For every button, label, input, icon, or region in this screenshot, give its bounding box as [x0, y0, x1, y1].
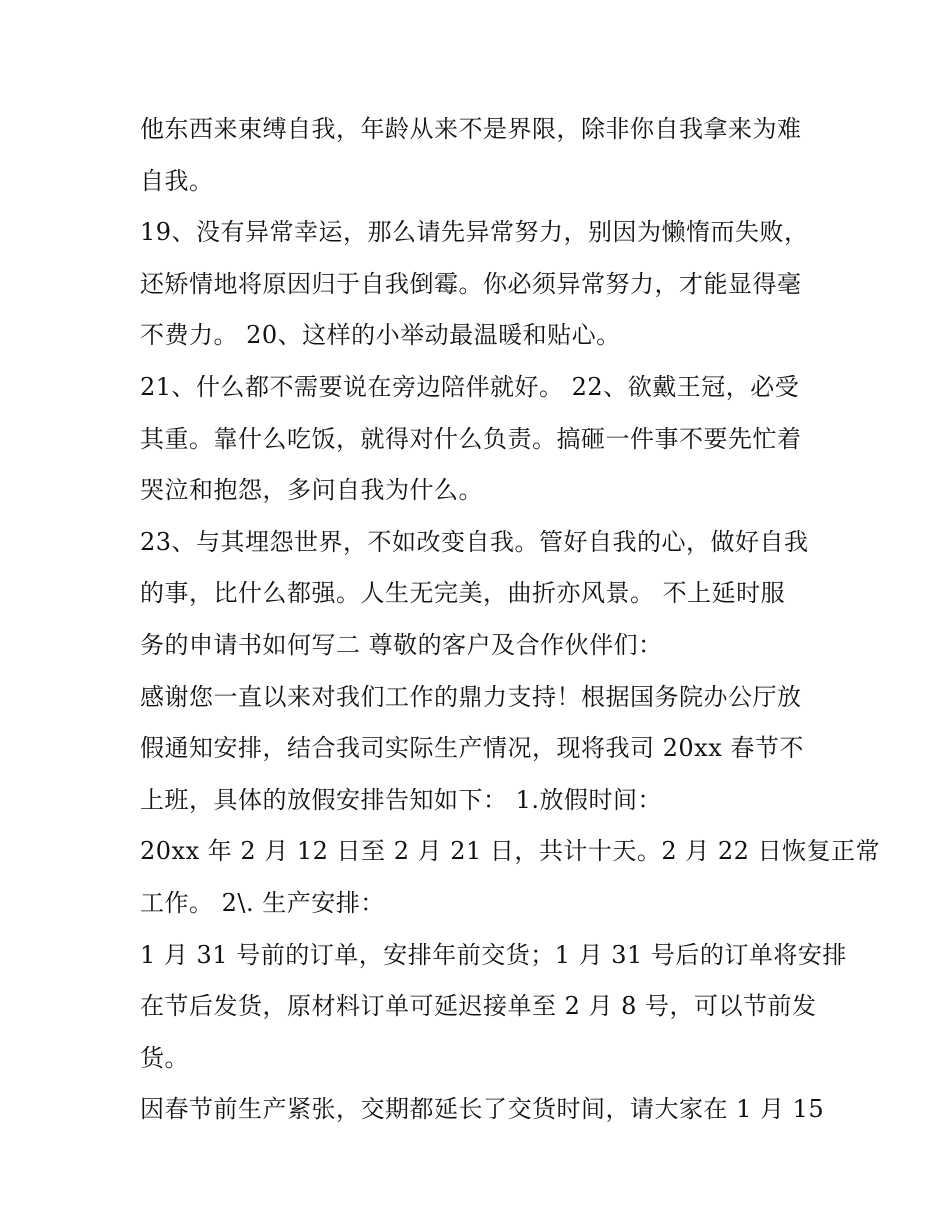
text-line: 因春节前生产紧张，交期都延长了交货时间，请大家在 1 月 15: [140, 1095, 825, 1124]
text-line: 货。: [140, 1043, 189, 1072]
text-line: 23、与其埋怨世界，不如改变自我。管好自我的心，做好自我: [140, 527, 809, 556]
text-line: 其重。靠什么吃饭，就得对什么负责。搞砸一件事不要先忙着: [140, 424, 802, 453]
text-line: 1 月 31 号前的订单，安排年前交货；1 月 31 号后的订单将安排: [140, 940, 847, 969]
text-line: 不费力。 20、这样的小举动最温暖和贴心。: [140, 321, 621, 350]
text-line: 感谢您一直以来对我们工作的鼎力支持！根据国务院办公厅放: [140, 682, 802, 711]
text-line: 务的申请书如何写二 尊敬的客户及合作伙伴们：: [140, 630, 663, 659]
text-line: 在节后发货，原材料订单可延迟接单至 2 月 8 号，可以节前发: [140, 992, 817, 1021]
text-line: 他东西来束缚自我，年龄从来不是界限，除非你自我拿来为难: [140, 115, 802, 143]
text-line: 21、什么都不需要说在旁边陪伴就好。 22、欲戴王冠，必受: [140, 372, 800, 401]
text-line: 19、没有异常幸运，那么请先异常努力，别因为懒惰而失败，: [140, 218, 809, 247]
text-line: 20xx 年 2 月 12 日至 2 月 21 日，共计十天。2 月 22 日恢复正常: [140, 837, 881, 866]
text-line: 的事，比什么都强。人生无完美，曲折亦风景。 不上延时服: [140, 579, 786, 608]
text-line: 工作。 2\. 生产安排：: [140, 888, 385, 917]
text-line: 上班，具体的放假安排告知如下： 1.放假时间：: [140, 785, 663, 814]
text-line: 还矫情地将原因归于自我倒霉。你必须异常努力，才能显得毫: [140, 269, 802, 298]
text-line: 哭泣和抱怨，多问自我为什么。: [140, 476, 483, 505]
text-line: 假通知安排，结合我司实际生产情况，现将我司 20xx 春节不: [140, 734, 804, 763]
text-line: 自我。: [140, 166, 214, 195]
document-body: [140, 104, 881, 1136]
